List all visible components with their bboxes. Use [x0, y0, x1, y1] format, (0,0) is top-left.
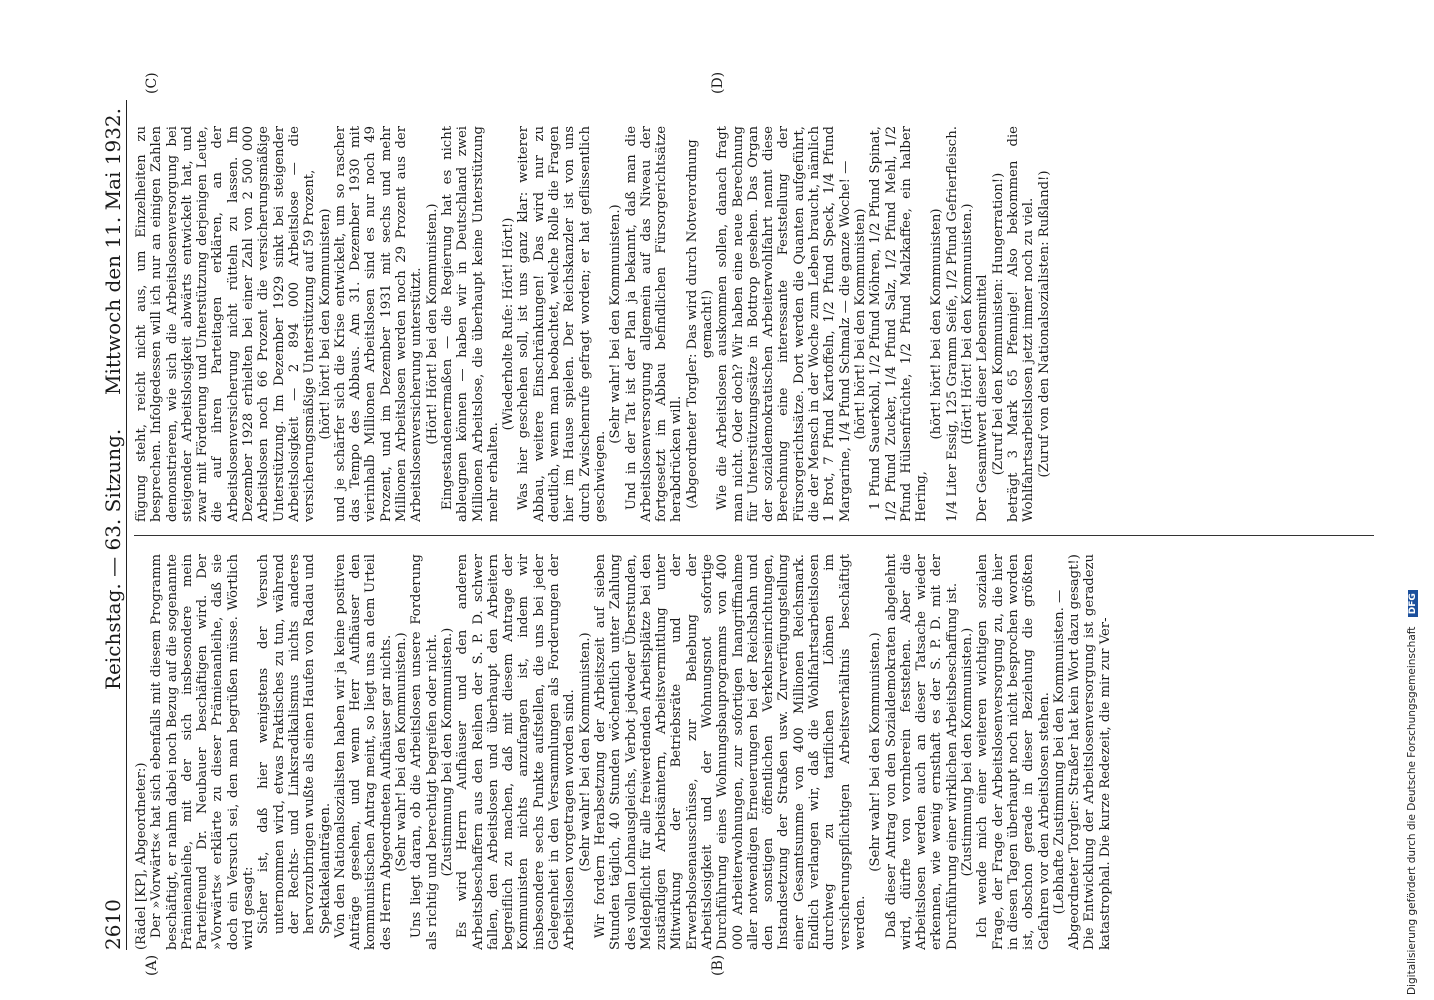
- interjection: (Lebhafte Zustimmung bei den Kommunisten. — Abgeordneter Torgler: Straßer hat kein Wort dazu gesagt!): [1051, 554, 1083, 950]
- paragraph: Eingestandenermaßen — die Regierung hat es nicht ableugnen können — haben wir in Deutschland zwei Millionen Arbeitslose, die überhaupt keine Unterstützung mehr erhalten.: [439, 126, 501, 522]
- margin-marker-b: (B): [710, 954, 726, 976]
- paragraph: beträgt 3 Mark 65 Pfennige! Also bekommen die Wohlfahrtsarbeitslosen jetzt immer noch zu viel.: [1005, 126, 1037, 522]
- paragraph: 1/4 Liter Essig, 125 Gramm Seife, 1/2 Pfund Gefrierfleisch.: [944, 126, 960, 522]
- rotated-document-page: [100, 71, 1390, 976]
- margin-marker-c: (C): [144, 72, 160, 94]
- paragraph: und je schärfer sich die Krise entwickelt, um so rascher das Tempo des Abbaus. Am 31. Dezember 1930 mit vierinhalb Millionen Arbeitslosen sind es nur noch 49 Prozent, und im Dezember 1931 mit sechs und mehr Millionen Arbeitslosen werden noch 29 Prozent aus der Arbeitslosenversicherung unterstützt.: [332, 126, 425, 522]
- interjection: (Sehr wahr! bei den Kommunisten.): [868, 632, 884, 872]
- paragraph: Und in der Tat ist der Plan ja bekannt, daß man die Arbeitslosenversorgung allgemein auf das Niveau der fortgesetzt im Abbau befindlichen Fürsorgerichtsätze herabdrücken will.: [623, 126, 685, 522]
- column-divider: [134, 535, 1374, 536]
- interjection: (Hört! Hört! bei den Kommunisten.): [960, 203, 976, 445]
- paragraph: 1 Pfund Sauerkohl, 1/2 Pfund Möhren, 1/2 Pfund Spinat, 1/2 Pfund Zucker, 1/4 Pfund Salz, 1/2 Pfund Mehl, 1/2 Pfund Hülsenfrüchte, 1/2 Pfund Malzkaffee, ein halber Hering,: [868, 126, 930, 522]
- interjection: (Zuruf bei den Kommunisten: Hungerration!): [990, 172, 1006, 476]
- left-text-column: [134, 554, 1374, 950]
- interjection: (Sehr wahr! bei den Kommunisten.): [608, 204, 624, 444]
- interjection: (Abgeordneter Torgler: Das wird durch Notverordnung gemacht!): [684, 139, 715, 509]
- right-text-column: [134, 126, 1374, 522]
- paragraph: Wir fordern Herabsetzung der Arbeitszeit auf sieben Stunden täglich, 40 Stunden wöchentlich unter Zahlung des vollen Lohnausgleichs, Verbot jedweder Überstunden, Meldepflicht für alle freiwerdenden Arbeitsplätze bei den zuständigen Arbeitsämtern, Arbeitsvermittlung unter Mitwirkung der Betriebsräte und der Erwerbslosenausschüsse, zur Behebung der Arbeitslosigkeit und der Wohnungsnot sofortige Durchführung eines Wohnungsbauprogramms von 400 000 Arbeiterwohnungen, zur sofortigen Inangriffnahme aller notwendigen Erneuerungen bei der Reichsbahn und den sonstigen öffentlichen Verkehrseinrichtungen, Instandsetzung der Straßen usw. Zurverfügungstellung einer Gesamtsumme von 400 Millionen Reichsmark. Endlich verlangen wir, daß die Wohlfahrtsarbeitslosen durchweg zu tariflichen Löhnen im versicherungspflichtigen Arbeitsverhältnis beschäftigt werden.: [592, 554, 868, 950]
- paragraph: Von den Nationalsozialisten haben wir ja keine positiven Anträge gesehen, und wenn Herr Aufhäuser den kommunistischen Antrag meint, so liegt uns an dem Urteil des Herrn Abgeordneten Aufhäuser gar nichts.: [332, 554, 394, 950]
- session-date: Mittwoch den 11. Mai 1932.: [101, 107, 125, 395]
- interjection: (Zustimmung bei den Kommunisten.): [439, 627, 455, 877]
- quotation: Sicher ist, daß hier wenigstens der Versuch unternommen wird, etwas Praktisches zu tun, während der Rechts- und Linksradikalismus nichts anderes hervorzubringen wußte als einen Haufen von Radau und Spektakelanträgen.: [256, 554, 333, 935]
- speaker-line: (Rädel [KP], Abgeordneter:): [134, 762, 149, 950]
- interjection: (Zustimmung bei den Kommunisten.): [960, 627, 976, 877]
- interjection: (Hört! Hört! bei den Kommunisten.): [424, 203, 440, 445]
- session-title: Reichstag. — 63. Sitzung.: [101, 428, 125, 690]
- dfg-logo: DFG: [1408, 590, 1418, 617]
- margin-marker-d: (D): [710, 71, 726, 94]
- digitization-credit: [1406, 590, 1418, 995]
- digitization-note: Digitalisierung gefördert durch die Deutsche Forschungsgemeinschaft: [1406, 626, 1418, 995]
- paragraph: Daß dieser Antrag von den Sozialdemokraten abgelehnt wird, dürfte von vornherein feststehen. Aber die Arbeitslosen werden auch an dieser Tatsache wieder erkennen, wie wenig ernsthaft es der S. P. D. mit der Durchführung einer wirklichen Arbeitsbeschaffung ist.: [883, 554, 960, 950]
- paragraph: Der Gesamtwert dieser Lebensmittel: [975, 274, 991, 522]
- paragraph: Es wird Herrn Aufhäuser und den anderen Arbeitsbeschaffern aus den Reihen der S. P. D. schwer fallen, den Arbeitslosen und überhaupt den Arbeitern begreiflich zu machen, daß mit diesem Antrage der Kommunisten nichts anzufangen ist, indem wir insbesondere sechs Punkte aufstellen, die uns bei jeder Gelegenheit in den Versammlungen als Forderungen der Arbeitslosen vorgetragen worden sind.: [455, 554, 578, 950]
- page-number: 2610: [101, 899, 125, 950]
- interjection: (hört! hört! bei den Kommunisten): [852, 208, 868, 440]
- paragraph: Uns liegt daran, ob die Arbeitslosen unsere Forderung als richtig und berechtigt begreifen oder nicht.: [409, 554, 440, 950]
- interjection: (Sehr wahr! bei den Kommunisten.): [394, 632, 410, 872]
- interjection: (Wiederholte Rufe: Hört! Hört!): [501, 217, 517, 431]
- paragraph: Wie die Arbeitslosen auskommen sollen, danach fragt man nicht. Oder doch? Wir haben eine neue Berechnung für Unterstützungssätze in Bottrop gesehen. Das Organ der sozialdemokratischen Arbeiterwohlfahrt nennt diese Berechnung eine interessante Feststellung der Fürsorgerichtsätze. Dort werden die Quanten aufgeführt, die der Mensch in der Woche zum Leben braucht, nämlich 1 Brot, 7 Pfund Kartoffeln, 1/2 Pfund Speck, 1/4 Pfund Margarine, 1/4 Pfund Schmalz — die ganze Woche! —: [715, 126, 853, 522]
- interjection: (hört! hört! bei den Kommunisten): [929, 208, 945, 440]
- paragraph: Ich wende mich einer weiteren wichtigen sozialen Frage, der Frage der Arbeitslosenversorgung zu, die hier in diesen Tagen überhaupt noch nicht besprochen worden ist, obschon gerade in dieser Beziehung die größten Gefahren vor den Arbeitslosen stehen.: [975, 554, 1052, 950]
- interjection: (Zuruf von den Nationalsozialisten: Rußland!): [1036, 170, 1052, 478]
- page-header: [100, 100, 127, 950]
- paragraph: Was hier geschehen soll, ist uns ganz klar: weiterer Abbau, weitere Einschränkungen! Das wird nur zu deutlich, wenn man beobachtet, welche Rolle die Fragen hier im Hause spielen. Der Reichskanzler ist von uns durch Zwischenrufe gefragt worden; er hat geflissentlich geschwiegen.: [516, 126, 608, 522]
- interjection: (hört! hört! bei den Kommunisten): [317, 208, 333, 440]
- paragraph: fügung steht, reicht nicht aus, um Einzelheiten zu besprechen. Infolgedessen will ich nur an einigen Zahlen demonstrieren, wie sich die Arbeitslosenversorgung bei steigender Arbeitslosigkeit abwärts entwickelt hat, und zwar mit Förderung und Unterstützung derjenigen Leute, die auf ihren Parteitagen erklären, an der Arbeitslosenversicherung nicht rütteln zu lassen. Im Dezember 1928 erhielten bei einer Zahl von 2 500 000 Arbeitslosen noch 66 Prozent die versicherungsmäßige Unterstützung. Im Dezember 1929 sinkt bei steigender Arbeitslosigkeit — 2 894 000 Arbeitslose — die versicherungsmäßige Unterstützung auf 59 Prozent,: [134, 126, 318, 522]
- paragraph: Der »Vorwärts« hat sich ebenfalls mit diesem Programm beschäftigt, er nahm dabei noch Bezug auf die sogenannte Prämienanleihe, mit der sich insbesondere mein Parteifreund Dr. Neubauer beschäftigen wird. Der »Vorwärts« erklärte zu dieser Prämienanleihe, daß sie doch ein Versuch sei, den man begrüßen müsse. Wörtlich wird gesagt:: [149, 554, 257, 950]
- paragraph: Die Entwicklung der Arbeitslosenversorgung ist geradezu katastrophal. Die kurze Redezeit, die mir zur Ver-: [1082, 554, 1113, 950]
- margin-marker-a: (A): [144, 954, 160, 976]
- interjection: (Sehr wahr! bei den Kommunisten.): [577, 632, 593, 872]
